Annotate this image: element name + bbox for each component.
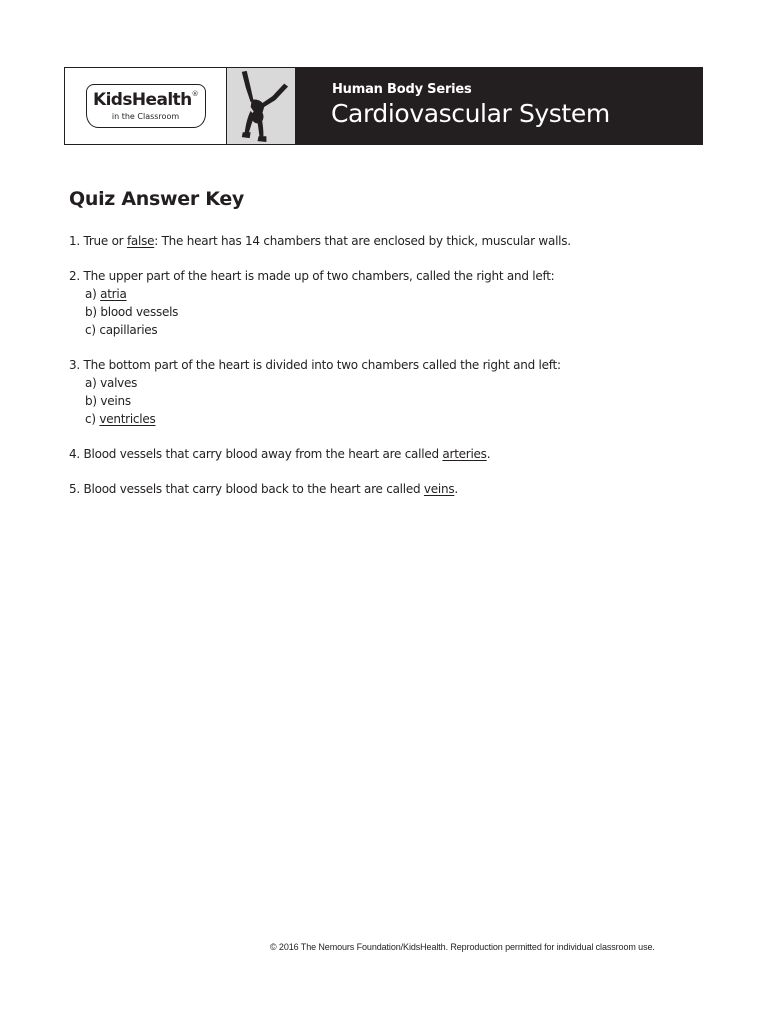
answer-underlined: veins bbox=[423, 482, 455, 496]
question-text: The upper part of the heart is made up of two chambers, called the right and left: bbox=[83, 269, 555, 283]
option-text: blood vessels bbox=[100, 305, 179, 319]
page-header bbox=[64, 67, 703, 145]
title-area bbox=[296, 68, 702, 144]
question-5 bbox=[69, 480, 709, 498]
trademark-icon: ® bbox=[191, 90, 198, 98]
question-1 bbox=[69, 232, 709, 250]
option-b bbox=[69, 303, 709, 321]
option-text: valves bbox=[100, 376, 138, 390]
option-a bbox=[69, 374, 709, 392]
option-c bbox=[69, 321, 709, 339]
series-label: Human Body Series bbox=[332, 82, 472, 97]
question-text: Blood vessels that carry blood away from the heart are called bbox=[83, 447, 443, 461]
question-3 bbox=[69, 356, 709, 428]
logo-subtitle: in the Classroom bbox=[111, 112, 180, 121]
question-text: True or bbox=[83, 234, 127, 248]
answer-underlined: false bbox=[126, 234, 155, 248]
option-letter: b) bbox=[85, 394, 97, 408]
answer-underlined: arteries bbox=[442, 447, 487, 461]
option-b bbox=[69, 392, 709, 410]
question-text-end: : The heart has 14 chambers that are enclosed by thick, muscular walls. bbox=[154, 234, 571, 248]
kidshealth-logo bbox=[86, 84, 206, 128]
question-number: 2. bbox=[69, 269, 80, 283]
cartwheel-figure-panel bbox=[227, 68, 296, 144]
question-number: 1. bbox=[69, 234, 80, 248]
page-title: Cardiovascular System bbox=[331, 99, 610, 128]
option-letter: a) bbox=[85, 376, 97, 390]
option-text-correct: ventricles bbox=[99, 412, 156, 426]
option-letter: c) bbox=[85, 412, 96, 426]
question-number: 4. bbox=[69, 447, 80, 461]
quiz-list bbox=[69, 232, 709, 515]
option-text-correct: atria bbox=[100, 287, 127, 301]
question-text: The bottom part of the heart is divided into two chambers called the right and left: bbox=[83, 358, 561, 372]
question-text-end: . bbox=[486, 447, 491, 461]
copyright-footer: © 2016 The Nemours Foundation/KidsHealth. Reproduction permitted for individual classroom use. bbox=[270, 942, 655, 952]
question-text: Blood vessels that carry blood back to the heart are called bbox=[83, 482, 424, 496]
logo-area bbox=[65, 68, 227, 144]
option-a bbox=[69, 285, 709, 303]
option-c bbox=[69, 410, 709, 428]
question-number: 3. bbox=[69, 358, 80, 372]
question-number: 5. bbox=[69, 482, 80, 496]
question-2 bbox=[69, 267, 709, 339]
option-letter: c) bbox=[85, 323, 96, 337]
cartwheel-child-icon bbox=[227, 68, 295, 144]
option-text: capillaries bbox=[99, 323, 158, 337]
question-text-end: . bbox=[454, 482, 458, 496]
option-letter: b) bbox=[85, 305, 97, 319]
quiz-heading: Quiz Answer Key bbox=[69, 188, 244, 210]
question-4 bbox=[69, 445, 709, 463]
question-stem bbox=[69, 356, 709, 374]
option-text: veins bbox=[100, 394, 131, 408]
option-letter: a) bbox=[85, 287, 97, 301]
question-stem bbox=[69, 267, 709, 285]
logo-name: KidsHealth bbox=[93, 90, 192, 110]
